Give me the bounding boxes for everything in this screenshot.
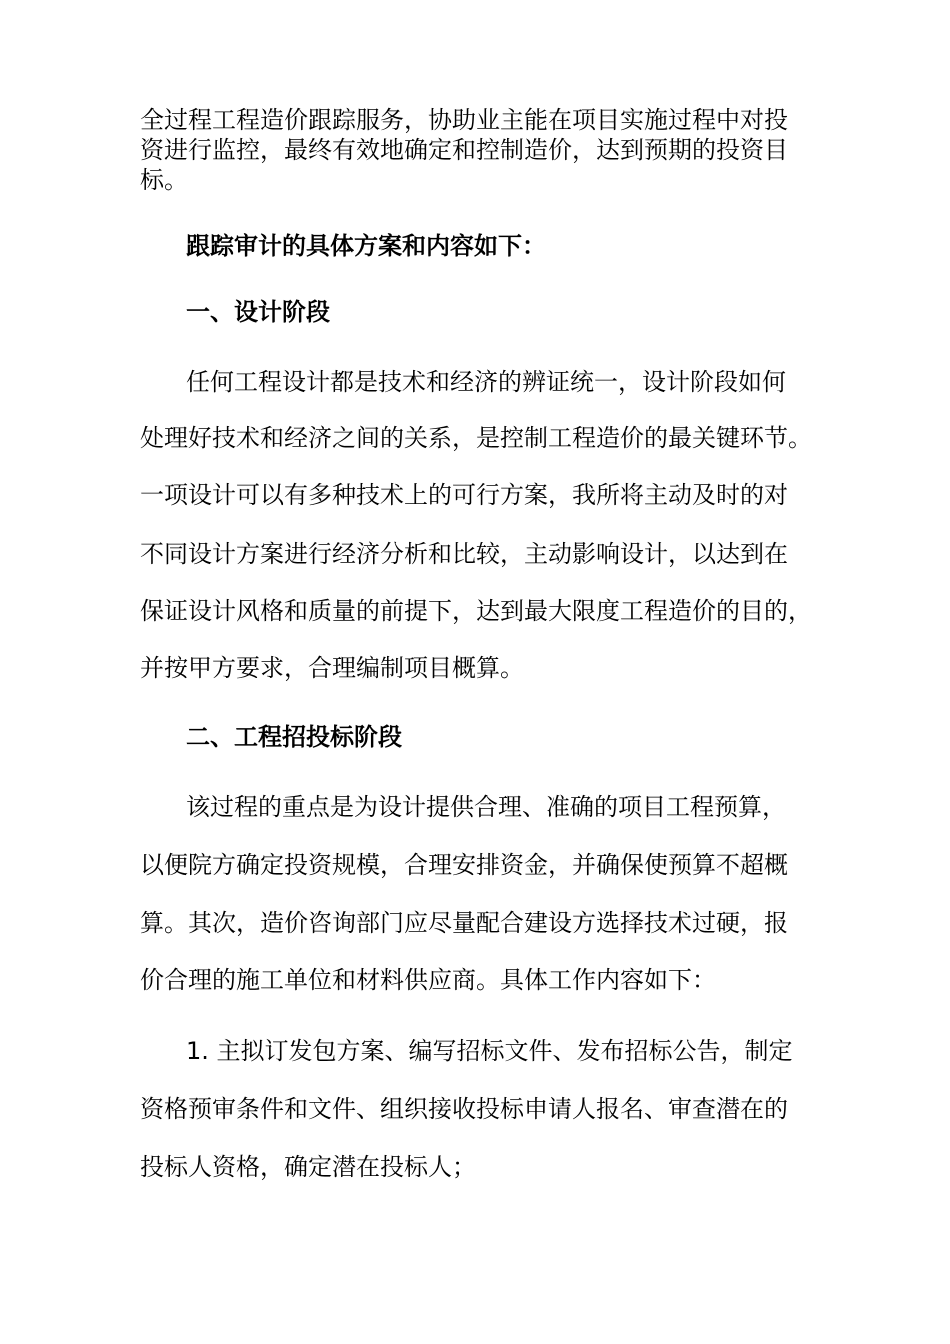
section-1-line-3: 一项设计可以有多种技术上的可行方案，我所将主动及时的对 (140, 481, 788, 509)
section-1-line-2: 处理好技术和经济之间的关系，是控制工程造价的最关键环节。 (140, 424, 812, 452)
intro-line-1: 全过程工程造价跟踪服务，协助业主能在项目实施过程中对投 (140, 106, 788, 134)
section-2-heading: 二、工程招投标阶段 (186, 723, 402, 751)
section-1-line-4: 不同设计方案进行经济分析和比较，主动影响设计，以达到在 (140, 540, 788, 568)
list-item-1-line-3: 投标人资格，确定潜在投标人； (140, 1153, 476, 1181)
section-2-line-1: 该过程的重点是为设计提供合理、准确的项目工程预算， (186, 793, 786, 821)
lead-heading: 跟踪审计的具体方案和内容如下： (186, 232, 546, 260)
intro-line-3: 标。 (140, 166, 188, 194)
section-2-line-4: 价合理的施工单位和材料供应商。具体工作内容如下： (140, 966, 716, 994)
section-2-line-3: 算。其次，造价咨询部门应尽量配合建设方选择技术过硬，报 (140, 909, 788, 937)
section-1-line-1: 任何工程设计都是技术和经济的辨证统一，设计阶段如何 (186, 368, 786, 396)
section-1-heading: 一、设计阶段 (186, 298, 330, 326)
section-2-line-2: 以便院方确定投资规模，合理安排资金，并确保使预算不超概 (140, 851, 788, 879)
list-item-1-line-1: 1. 主拟订发包方案、编写招标文件、发布招标公告，制定 (186, 1037, 793, 1065)
section-1-line-5: 保证设计风格和质量的前提下，达到最大限度工程造价的目的， (140, 597, 812, 625)
list-item-1-line-2: 资格预审条件和文件、组织接收投标申请人报名、审查潜在的 (140, 1095, 788, 1123)
section-1-line-6: 并按甲方要求，合理编制项目概算。 (140, 654, 524, 682)
intro-line-2: 资进行监控，最终有效地确定和控制造价，达到预期的投资目 (140, 136, 788, 164)
